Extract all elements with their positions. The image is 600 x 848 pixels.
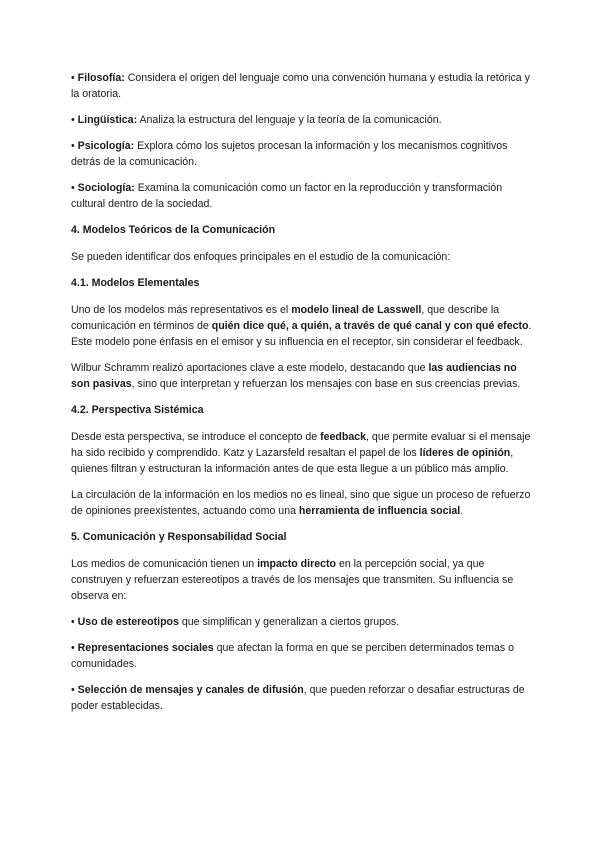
text-run: •	[71, 684, 78, 696]
bold-text: impacto directo	[257, 558, 336, 570]
text-run: . Este modelo pone énfasis en el emisor y su influencia en el receptor, sin considerar el feedback.	[71, 320, 532, 348]
bullet-item	[71, 614, 533, 630]
text-run: , que pueden reforzar o desafiar estructuras de poder establecidas.	[71, 684, 525, 712]
text-run: que simplifican y generalizan a ciertos grupos.	[178, 616, 400, 628]
text-run: •	[71, 114, 78, 126]
text-run: •	[71, 140, 78, 152]
bold-text: Representaciones sociales	[77, 642, 214, 654]
bold-text: líderes de opinión	[419, 447, 511, 459]
bold-text: Filosofía:	[77, 72, 125, 84]
bold-text: herramienta de influencia social	[298, 505, 461, 517]
text-run: que afectan la forma en que se perciben determinados temas o comunidades.	[71, 642, 515, 670]
text-run: , que permite evaluar si el mensaje ha sido recibido y comprendido. Katz y Lazarsfeld resaltan el papel de los	[71, 431, 531, 459]
bold-text: Uso de estereotipos	[77, 616, 179, 628]
bold-text: 5. Comunicación y Responsabilidad Social	[71, 531, 287, 543]
bold-text: quién dice qué, a quién, a través de qué canal y con qué efecto	[211, 320, 529, 332]
bold-text: 4.1. Modelos Elementales	[71, 277, 200, 289]
bullet-item	[71, 138, 533, 170]
text-run: Se pueden identificar dos enfoques principales en el estudio de la comunicación:	[71, 251, 451, 263]
text-run: •	[71, 642, 78, 654]
text-run: Desde esta perspectiva, se introduce el concepto de	[71, 431, 321, 443]
paragraph	[71, 302, 533, 350]
bullet-item	[71, 180, 533, 212]
bold-text: las audiencias no son pasivas	[71, 362, 517, 390]
text-run: , sino que interpretan y refuerzan los mensajes con base en sus creencias previas.	[131, 378, 521, 390]
paragraph	[71, 556, 533, 604]
text-run: Examina la comunicación como un factor en la reproducción y transformación cultural dentro de la sociedad.	[71, 182, 503, 210]
text-run: •	[71, 72, 78, 84]
section-heading	[71, 275, 533, 291]
document-page	[71, 70, 533, 724]
text-run: Analiza la estructura del lenguaje y la teoría de la comunicación.	[137, 114, 442, 126]
section-heading	[71, 402, 533, 418]
paragraph	[71, 249, 533, 265]
text-run: .	[460, 505, 464, 517]
paragraph	[71, 487, 533, 519]
bold-text: Sociología:	[77, 182, 135, 194]
text-run: •	[71, 616, 78, 628]
bold-text: Lingüística:	[77, 114, 138, 126]
paragraph	[71, 429, 533, 477]
text-run: Los medios de comunicación tienen un	[71, 558, 258, 570]
text-run: Uno de los modelos más representativos es el	[71, 304, 292, 316]
bold-text: 4. Modelos Teóricos de la Comunicación	[71, 224, 276, 236]
bullet-item	[71, 112, 533, 128]
paragraph	[71, 360, 533, 392]
text-run: Explora cómo los sujetos procesan la información y los mecanismos cognitivos detrás de la comunicación.	[71, 140, 508, 168]
bold-text: feedback	[320, 431, 367, 443]
text-run: Wilbur Schramm realizó aportaciones clave a este modelo, destacando que	[71, 362, 429, 374]
bold-text: Selección de mensajes y canales de difusión	[77, 684, 304, 696]
text-run: en la percepción social, ya que construyen y refuerzan estereotipos a través de los mensajes que transmiten. Su influencia se observa en:	[71, 558, 514, 602]
bullet-item	[71, 640, 533, 672]
text-run: , quienes filtran y estructuran la información antes de que esta llegue a un público más amplio.	[71, 447, 514, 475]
bold-text: modelo lineal de Lasswell	[291, 304, 422, 316]
text-run: La circulación de la información en los medios no es lineal, sino que sigue un proceso de refuerzo de opiniones preexistentes, actuando como una	[71, 489, 531, 517]
bullet-item	[71, 682, 533, 714]
text-run: , que describe la comunicación en términos de	[71, 304, 500, 332]
text-run: Considera el origen del lenguaje como una convención humana y estudia la retórica y la oratoria.	[71, 72, 530, 100]
bullet-item	[71, 70, 533, 102]
bold-text: Psicología:	[77, 140, 135, 152]
bold-text: 4.2. Perspectiva Sistémica	[71, 404, 204, 416]
text-run: •	[71, 182, 78, 194]
section-heading	[71, 222, 533, 238]
section-heading	[71, 529, 533, 545]
